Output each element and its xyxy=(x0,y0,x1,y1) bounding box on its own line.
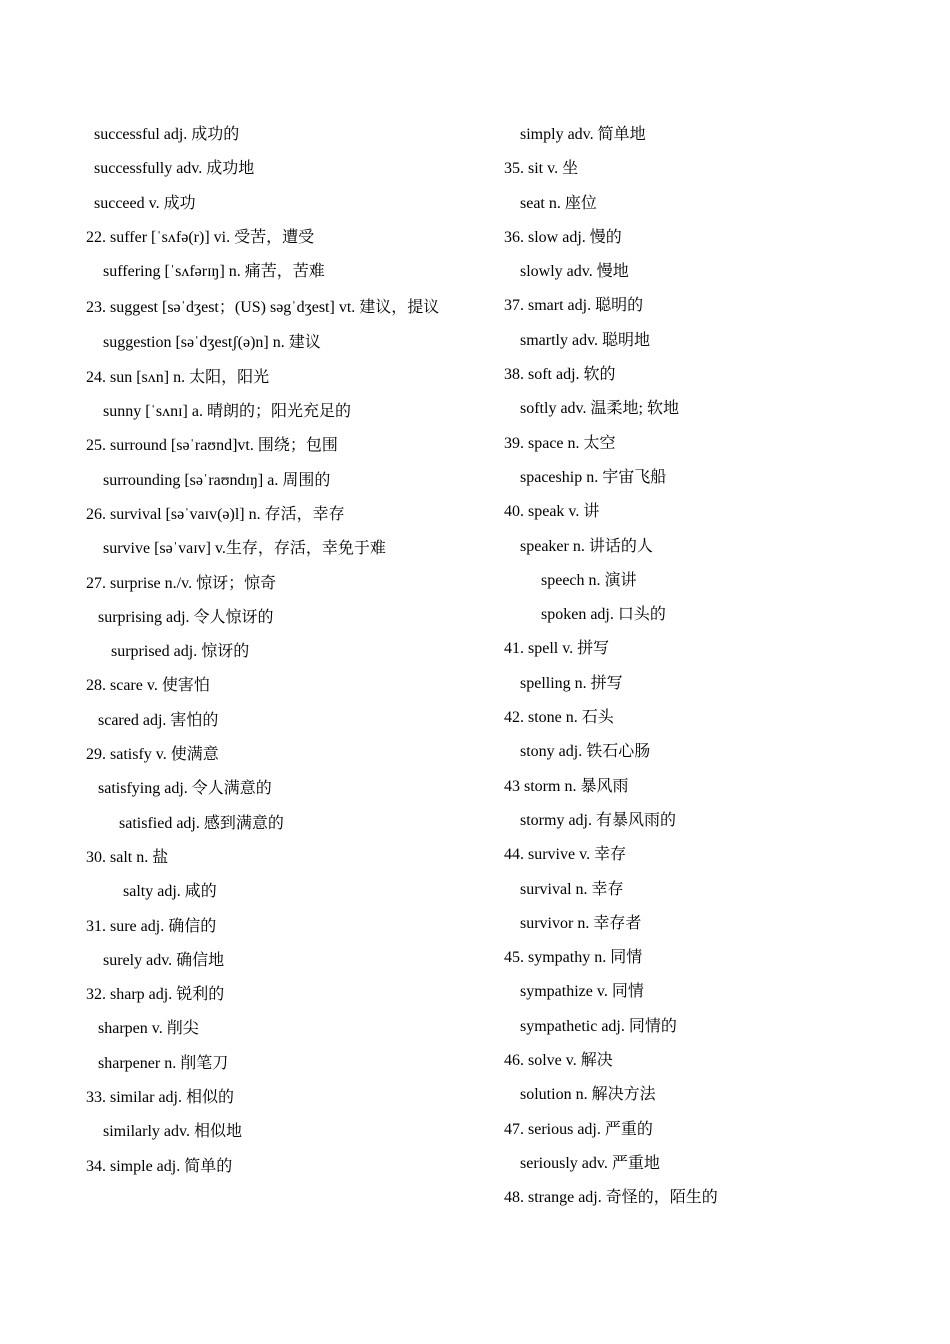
vocab-entry: 23. suggest [səˈdʒest；(US) səgˈdʒest] vt. 建议，提议 xyxy=(86,299,440,317)
vocab-entry: surrounding [səˈraʊndɪŋ] a. 周围的 xyxy=(103,471,331,489)
vocab-entry: stony adj. 铁石心肠 xyxy=(520,743,651,761)
vocab-entry: 31. sure adj. 确信的 xyxy=(86,917,217,935)
vocab-entry: 46. solve v. 解决 xyxy=(504,1052,613,1070)
vocab-entry: smartly adv. 聪明地 xyxy=(520,331,651,349)
vocab-entry: 29. satisfy v. 使满意 xyxy=(86,746,219,764)
vocab-entry: succeed v. 成功 xyxy=(94,194,196,212)
vocab-entry: spoken adj. 口头的 xyxy=(541,606,666,624)
vocab-entry: 32. sharp adj. 锐利的 xyxy=(86,986,225,1004)
vocab-entry: solution n. 解决方法 xyxy=(520,1086,656,1104)
vocab-entry: survivor n. 幸存者 xyxy=(520,914,642,932)
vocab-entry: 40. speak v. 讲 xyxy=(504,503,600,521)
vocab-entry: seriously adv. 严重地 xyxy=(520,1154,660,1172)
vocab-entry: suggestion [səˈdʒestʃ(ə)n] n. 建议 xyxy=(103,334,321,352)
vocab-entry: seat n. 座位 xyxy=(520,194,597,212)
vocab-entry: 25. surround [səˈraʊnd]vt. 围绕；包围 xyxy=(86,437,338,455)
vocab-entry: sympathetic adj. 同情的 xyxy=(520,1017,677,1035)
vocab-entry: scared adj. 害怕的 xyxy=(98,711,219,729)
vocab-entry: sunny [ˈsʌnɪ] a. 晴朗的；阳光充足的 xyxy=(103,403,351,421)
vocab-entry: 43 storm n. 暴风雨 xyxy=(504,777,629,795)
vocab-entry: slowly adv. 慢地 xyxy=(520,263,629,281)
vocab-entry: 44. survive v. 幸存 xyxy=(504,846,627,864)
vocab-entry: 26. survival [səˈvaɪv(ə)l] n. 存活，幸存 xyxy=(86,505,345,523)
vocab-entry: 36. slow adj. 慢的 xyxy=(504,228,622,246)
vocab-entry: softly adv. 温柔地; 软地 xyxy=(520,400,679,418)
vocab-entry: 45. sympathy n. 同情 xyxy=(504,949,643,967)
vocab-entry: 38. soft adj. 软的 xyxy=(504,366,616,384)
vocab-entry: 34. simple adj. 简单的 xyxy=(86,1157,233,1175)
vocab-entry: speaker n. 讲话的人 xyxy=(520,537,653,555)
vocab-entry: spaceship n. 宇宙飞船 xyxy=(520,468,667,486)
vocab-entry: sharpen v. 削尖 xyxy=(98,1020,199,1038)
vocab-entry: survive [səˈvaɪv] v.生存，存活，幸免于难 xyxy=(103,540,386,558)
vocabulary-column-right xyxy=(504,118,924,1216)
vocab-entry: survival n. 幸存 xyxy=(520,880,624,898)
vocab-entry: 30. salt n. 盐 xyxy=(86,848,169,866)
vocab-entry: simply adv. 简单地 xyxy=(520,126,646,143)
vocab-entry: surely adv. 确信地 xyxy=(103,951,225,969)
vocab-entry: suffering [ˈsʌfərɪŋ] n. 痛苦，苦难 xyxy=(103,263,325,281)
vocab-entry: 24. sun [sʌn] n. 太阳，阳光 xyxy=(86,368,270,386)
vocab-entry: 35. sit v. 坐 xyxy=(504,160,579,178)
vocab-entry: 28. scare v. 使害怕 xyxy=(86,677,210,695)
vocab-entry: 47. serious adj. 严重的 xyxy=(504,1120,653,1138)
vocab-entry: 22. suffer [ˈsʌfə(r)] vi. 受苦，遭受 xyxy=(86,228,315,246)
vocab-entry: 27. surprise n./v. 惊讶；惊奇 xyxy=(86,574,277,592)
vocab-entry: successfully adv. 成功地 xyxy=(94,160,255,178)
vocabulary-column-left xyxy=(86,118,466,1184)
vocab-entry: successful adj. 成功的 xyxy=(94,126,240,143)
vocab-entry: surprised adj. 惊讶的 xyxy=(111,643,250,661)
vocab-entry: sympathize v. 同情 xyxy=(520,983,644,1001)
vocab-entry: 37. smart adj. 聪明的 xyxy=(504,297,644,315)
vocab-entry: 42. stone n. 石头 xyxy=(504,709,614,727)
vocab-entry: 39. space n. 太空 xyxy=(504,434,616,452)
vocab-entry: speech n. 演讲 xyxy=(541,571,637,589)
vocab-entry: spelling n. 拼写 xyxy=(520,674,623,692)
vocab-entry: 33. similar adj. 相似的 xyxy=(86,1089,234,1107)
vocab-entry: satisfied adj. 感到满意的 xyxy=(119,814,284,832)
vocab-entry: satisfying adj. 令人满意的 xyxy=(98,780,272,798)
vocab-entry: salty adj. 咸的 xyxy=(123,883,217,901)
vocab-entry: 41. spell v. 拼写 xyxy=(504,640,610,658)
vocab-entry: surprising adj. 令人惊讶的 xyxy=(98,608,274,626)
vocab-entry: similarly adv. 相似地 xyxy=(103,1123,242,1141)
vocab-entry: stormy adj. 有暴风雨的 xyxy=(520,811,676,829)
vocab-entry: 48. strange adj. 奇怪的，陌生的 xyxy=(504,1189,718,1207)
vocab-entry: sharpener n. 削笔刀 xyxy=(98,1054,229,1072)
